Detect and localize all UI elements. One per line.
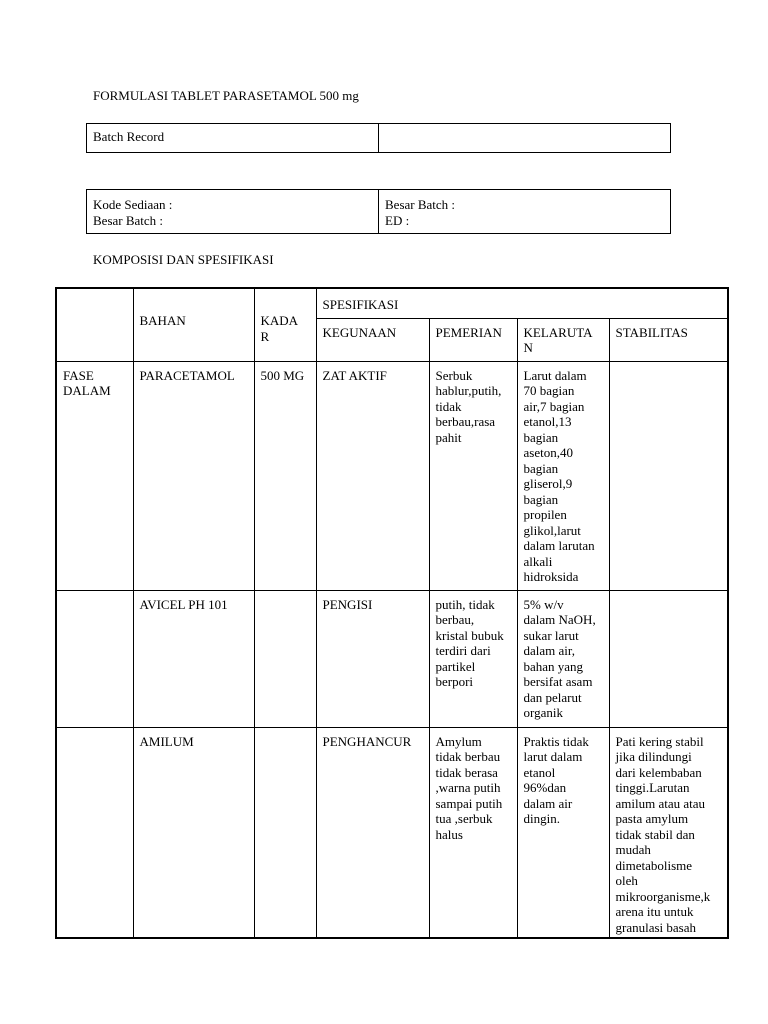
row-1-kadar: 500 MG [254, 361, 316, 590]
row-3-kelarutan-line: dingin. [523, 811, 560, 826]
table-row [56, 727, 728, 938]
header-kadar [254, 288, 316, 361]
batch-info-left [87, 190, 379, 234]
row-2-pemerian [429, 590, 517, 727]
row-3-stabilitas-line: oleh [615, 873, 638, 888]
row-2-kadar [254, 590, 316, 727]
ed-label: ED : [385, 212, 410, 228]
row-2-pemerian-line: putih, tidak [435, 596, 495, 612]
row-2-kelarutan-line: sukar larut [523, 627, 579, 643]
row-2-kelarutan-line: dalam air, [523, 643, 575, 658]
row-1-kelarutan [517, 361, 609, 590]
row-1-kelarutan-line: bagian [523, 460, 559, 476]
row-3-stabilitas-line: mudah [615, 842, 651, 857]
row-3-stabilitas-line: granulasi basah [615, 919, 697, 935]
row-1-kelarutan-line: propilen [523, 507, 567, 522]
row-1-pemerian-line: hablur,putih, [435, 383, 502, 398]
kode-sediaan-label: Kode Sediaan : [93, 197, 173, 212]
batch-record-table [86, 123, 671, 153]
row-2-kelarutan-line: organik [523, 705, 563, 720]
row-3-pemerian-line: tua ,serbuk [435, 811, 493, 826]
row-1-kelarutan-line: bagian [523, 491, 559, 507]
row-3-kelarutan-line: dalam air [523, 795, 573, 811]
header-stabilitas: STABILITAS [609, 318, 728, 361]
row-3-kadar [254, 727, 316, 938]
header-kadar-line-1: KADA [260, 313, 299, 328]
row-3-kelarutan-line: etanol [523, 764, 556, 780]
row-2-pemerian-line: berbau, [435, 612, 475, 627]
section-title: KOMPOSISI DAN SPESIFIKASI [93, 252, 274, 267]
row-2-kelarutan-line: 5% w/v [523, 596, 564, 612]
row-3-stabilitas-line: dimetabolisme [615, 857, 693, 873]
table-row [56, 361, 728, 590]
row-3-pemerian-line: tidak berasa [435, 764, 498, 780]
batch-info-table [86, 189, 671, 234]
header-bahan: BAHAN [133, 288, 254, 361]
row-1-kelarutan-line: aseton,40 [523, 445, 573, 460]
row-3-fase [56, 727, 133, 938]
row-2-pemerian-line: partikel [435, 658, 476, 674]
row-1-pemerian-line: tidak [435, 398, 462, 414]
row-2-kelarutan [517, 590, 609, 727]
row-1-pemerian [429, 361, 517, 590]
header-kadar-line-2: R [260, 328, 270, 344]
row-1-kelarutan-line: air,7 bagian [523, 398, 585, 414]
row-1-kelarutan-line: glikol,larut [523, 522, 581, 538]
row-2-pemerian-line: kristal bubuk [435, 627, 504, 643]
row-1-bahan: PARACETAMOL [133, 361, 254, 590]
row-3-stabilitas-line: jika dilindungi [615, 749, 692, 764]
row-1-kelarutan-line: 70 bagian [523, 383, 575, 398]
row-2-kelarutan-line: dalam NaOH, [523, 612, 596, 627]
header-kelarutan [517, 318, 609, 361]
row-3-stabilitas-line: arena itu untuk [615, 904, 694, 919]
row-2-kegunaan: PENGISI [316, 590, 429, 727]
row-3-pemerian-line: sampai putih [435, 795, 503, 811]
row-2-kelarutan-line: bahan yang [523, 658, 584, 674]
row-1-stabilitas [609, 361, 728, 590]
row-2-fase [56, 590, 133, 727]
row-3-pemerian-line: ,warna putih [435, 780, 501, 795]
row-3-stabilitas-line: tinggi.Larutan [615, 780, 690, 795]
row-3-pemerian-line: Amylum [435, 733, 482, 749]
header-kelarutan-line-2: N [523, 340, 533, 355]
header-fase-empty [56, 288, 133, 361]
composition-table [55, 287, 729, 939]
row-1-kelarutan-line: hidroksida [523, 569, 579, 584]
row-1-fase-line-1: FASE [63, 367, 94, 383]
row-3-kelarutan-line: Praktis tidak [523, 733, 589, 749]
row-1-kelarutan-line: dalam larutan [523, 538, 595, 553]
row-3-stabilitas [609, 727, 728, 938]
row-3-pemerian [429, 727, 517, 938]
row-1-kelarutan-line: gliserol,9 [523, 476, 573, 491]
besar-batch-label-left: Besar Batch : [93, 212, 164, 228]
batch-info-right [379, 190, 671, 234]
row-3-kegunaan: PENGHANCUR [316, 727, 429, 938]
row-3-stabilitas-line: Pati kering stabil [615, 733, 704, 749]
row-3-kelarutan [517, 727, 609, 938]
row-3-stabilitas-line: tidak stabil dan [615, 826, 695, 842]
header-pemerian: PEMERIAN [429, 318, 517, 361]
header-kegunaan: KEGUNAAN [316, 318, 429, 361]
row-1-fase-line-2: DALAM [63, 383, 111, 398]
row-1-kelarutan-line: alkali [523, 553, 553, 569]
header-kelarutan-line-1: KELARUTA [523, 324, 593, 340]
row-2-pemerian-line: berpori [435, 674, 474, 689]
row-1-pemerian-line: Serbuk [435, 367, 473, 383]
row-1-kelarutan-line: etanol,13 [523, 414, 572, 429]
header-spesifikasi: SPESIFIKASI [316, 288, 728, 318]
row-3-kelarutan-line: larut dalam [523, 749, 583, 764]
batch-record-label: Batch Record [87, 124, 379, 153]
row-3-pemerian-line: tidak berbau [435, 749, 501, 764]
row-1-kelarutan-line: Larut dalam [523, 367, 587, 383]
row-3-kelarutan-line: 96%dan [523, 780, 567, 795]
row-2-kelarutan-line: bersifat asam [523, 674, 593, 689]
row-3-stabilitas-line: pasta amylum [615, 811, 689, 826]
row-2-bahan: AVICEL PH 101 [133, 590, 254, 727]
besar-batch-label-right: Besar Batch : [385, 197, 456, 212]
row-3-stabilitas-line: mikroorganisme,k [615, 888, 711, 904]
row-3-bahan: AMILUM [133, 727, 254, 938]
table-row [56, 590, 728, 727]
row-2-stabilitas [609, 590, 728, 727]
row-3-pemerian-line: halus [435, 826, 463, 842]
batch-record-value [379, 124, 671, 153]
document-title: FORMULASI TABLET PARASETAMOL 500 mg [93, 88, 359, 103]
row-1-kegunaan: ZAT AKTIF [316, 361, 429, 590]
row-1-kelarutan-line: bagian [523, 429, 559, 445]
row-1-pemerian-line: berbau,rasa [435, 414, 496, 429]
row-2-pemerian-line: terdiri dari [435, 643, 491, 658]
row-2-kelarutan-line: dan pelarut [523, 689, 582, 705]
row-1-pemerian-line: pahit [435, 429, 462, 445]
row-3-stabilitas-line: amilum atau atau [615, 795, 706, 811]
row-1-fase [56, 361, 133, 590]
row-3-stabilitas-line: dari kelembaban [615, 764, 702, 780]
